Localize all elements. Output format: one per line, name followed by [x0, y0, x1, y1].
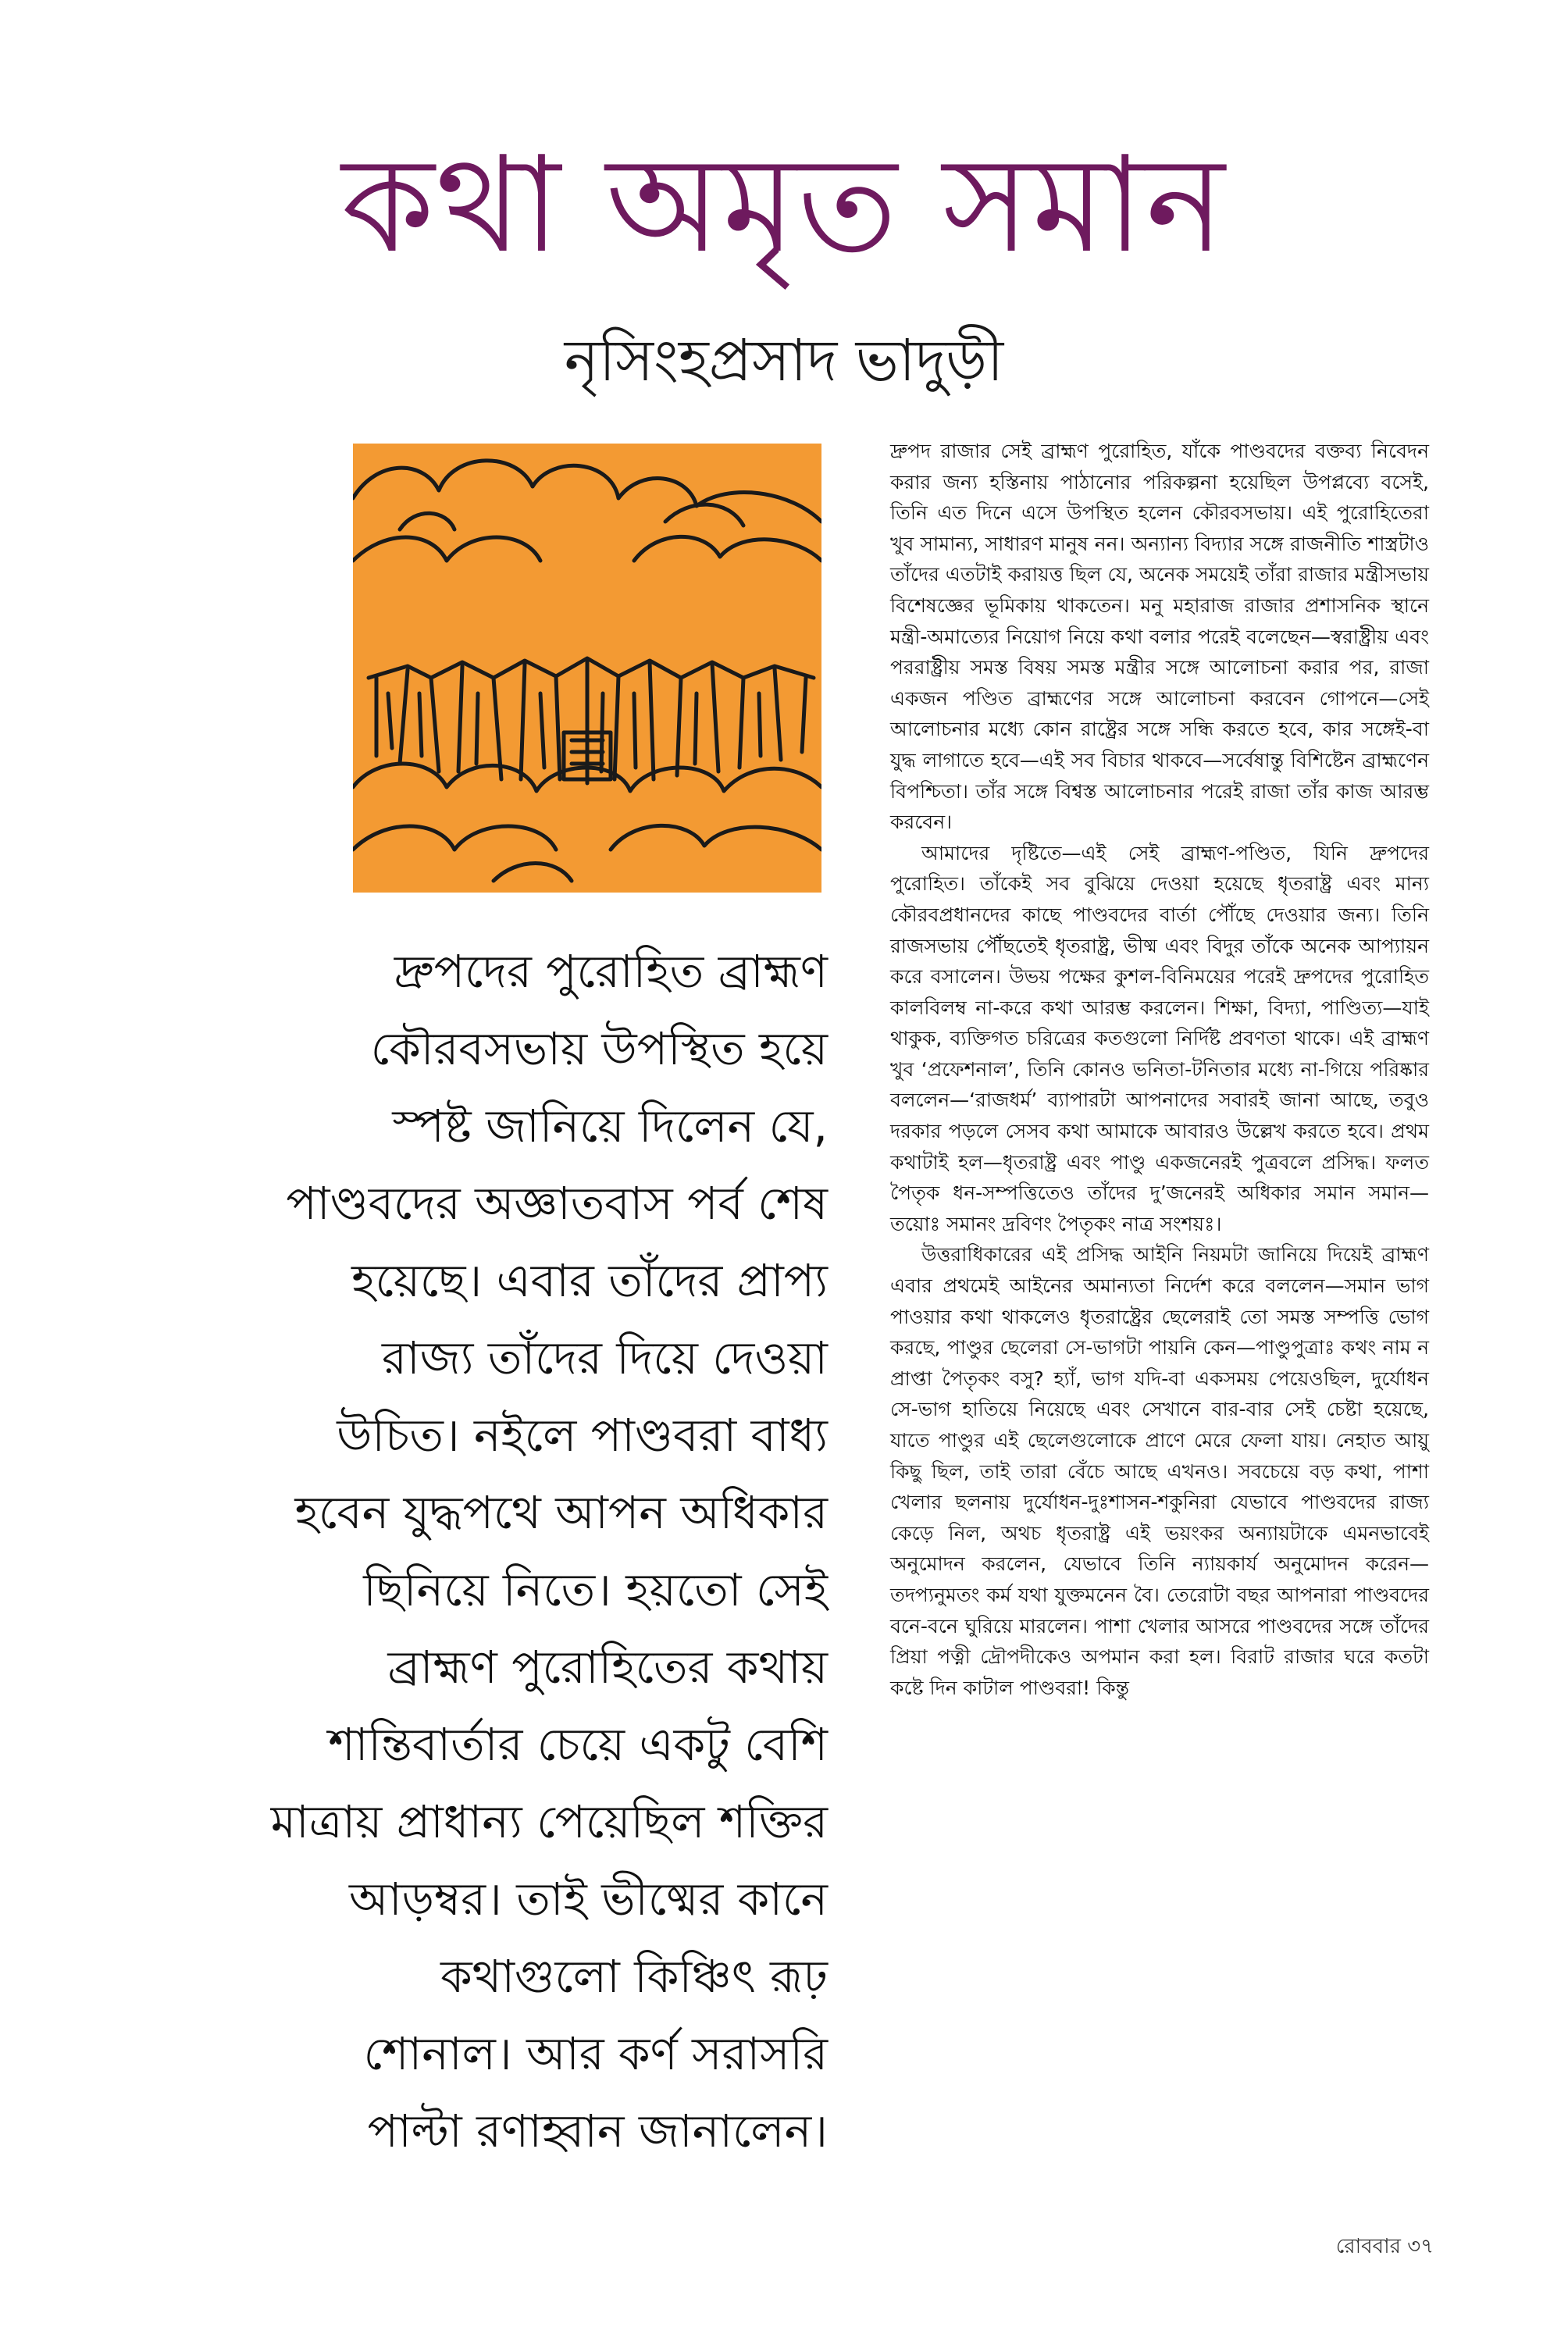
- article-title: কথা অমৃত সমান: [341, 128, 1227, 283]
- pull-quote: [141, 933, 828, 2170]
- pull-quote-line: কৌরবসভায় উপস্থিত হয়ে: [370, 1022, 828, 1075]
- pull-quote-line: হবেন যুদ্ধপথে আপন অধিকার: [294, 1486, 828, 1539]
- body-paragraph: দ্রুপদ রাজার সেই ব্রাহ্মণ পুরোহিত, যাঁকে পাণ্ডবদের বক্তব্য নিবেদন করার জন্য হস্তিনায় পাঠানোর পরিকল্পনা হয়েছিল উপপ্লব্যে বসেই, তিনি এত দিনে এসে উপস্থিত হলেন কৌরবসভায়। এই পুরোহিতেরা খুব সামান্য, সাধারণ মানুষ নন। অন্যান্য বিদ্যার সঙ্গে রাজনীতি শাস্ত্রটাও তাঁদের এতটাই করায়ত্ত ছিল যে, অনেক সময়েই তাঁরা রাজার মন্ত্রীসভায় বিশেষজ্ঞের ভূমিকায় থাকতেন। মনু মহারাজ রাজার প্রশাসনিক স্থানে মন্ত্রী-অমাত্যের নিয়োগ নিয়ে কথা বলার পরেই বলেছেন—স্বরাষ্ট্রীয় এবং পররাষ্ট্রীয় সমস্ত বিষয় সমস্ত মন্ত্রীর সঙ্গে আলোচনা করার পর, রাজা একজন পণ্ডিত ব্রাহ্মণের সঙ্গে আলোচনা করবেন গোপনে—সেই আলোচনার মধ্যে কোন রাষ্ট্রের সঙ্গে সন্ধি করতে হবে, কার সঙ্গেই-বা যুদ্ধ লাগাতে হবে—এই সব বিচার থাকবে—সর্বেষান্তু বিশিষ্টেন ব্রাহ্মণেন বিপশ্চিতা। তাঁর সঙ্গে বিশ্বস্ত আলোচনার পরেই রাজা তাঁর কাজ আরম্ভ করবেন।: [890, 440, 1429, 834]
- pull-quote-line: মাত্রায় প্রাধান্য পেয়েছিল শক্তির: [270, 1795, 828, 1848]
- pull-quote-line: স্পষ্ট জানিয়ে দিলেন যে,: [392, 1099, 828, 1153]
- pull-quote-line: ব্রাহ্মণ পুরোহিতের কথায়: [387, 1641, 828, 1694]
- author-name: নৃসিংহপ্রসাদ ভাদুড়ী: [564, 327, 1004, 394]
- pull-quote-line: কথাগুলো কিঞ্চিৎ রূঢ়: [440, 1950, 828, 2003]
- pull-quote-line: পাল্টা রণাহ্বান জানালেন।: [367, 2104, 828, 2158]
- pull-quote-line: আড়ম্বর। তাই ভীষ্মের কানে: [348, 1873, 828, 1926]
- article-body: [890, 436, 1429, 1703]
- body-paragraph: আমাদের দৃষ্টিতে—এই সেই ব্রাহ্মণ-পণ্ডিত, যিনি দ্রুপদের পুরোহিত। তাঁকেই সব বুঝিয়ে দেওয়া হয়েছে ধৃতরাষ্ট্র এবং মান্য কৌরবপ্রধানদের কাছে পাণ্ডবদের বার্তা পৌঁছে দেওয়ার জন্য। তিনি রাজসভায় পৌঁছতেই ধৃতরাষ্ট্র, ভীষ্ম এবং বিদুর তাঁকে অনেক আপ্যায়ন করে বসালেন। উভয় পক্ষের কুশল-বিনিময়ের পরেই দ্রুপদের পুরোহিত কালবিলম্ব না-করে কথা আরম্ভ করলেন। শিক্ষা, বিদ্যা, পাণ্ডিত্য—যাই থাকুক, ব্যক্তিগত চরিত্রের কতগুলো নির্দিষ্ট প্রবণতা থাকে। এই ব্রাহ্মণ খুব ‘প্রফেশনাল’, তিনি কোনও ভনিতা-টনিতার মধ্যে না-গিয়ে পরিষ্কার বললেন—‘রাজধর্ম’ ব্যাপারটা আপনাদের সবারই জানা আছে, তবুও দরকার পড়লে সেসব কথা আমাকে আবারও উল্লেখ করতে হবে। প্রথম কথাটাই হল—ধৃতরাষ্ট্র এবং পাণ্ডু একজনেরই পুত্রবলে প্রসিদ্ধ। ফলত পৈতৃক ধন-সম্পত্তিতেও তাঁদের দু’জনেরই অধিকার সমান সমান—তয়োঃ সমানং দ্রবিণং পৈতৃকং নাত্র সংশয়ঃ।: [890, 841, 1429, 1235]
- body-paragraph: উত্তরাধিকারের এই প্রসিদ্ধ আইনি নিয়মটা জানিয়ে দিয়েই ব্রাহ্মণ এবার প্রথমেই আইনের অমান্যতা নির্দেশ করে বললেন—সমান ভাগ পাওয়ার কথা থাকলেও ধৃতরাষ্ট্রের ছেলেরাই তো সমস্ত সম্পত্তি ভোগ করছে, পাণ্ডুর ছেলেরা সে-ভাগটা পায়নি কেন—পাণ্ডুপুত্রাঃ কথং নাম ন প্রাপ্তা পৈতৃকং বসু? হ্যাঁ, ভাগ যদি-বা একসময় পেয়েওছিল, দুর্যোধন সে-ভাগ হাতিয়ে নিয়েছে এবং সেখানে বার-বার সেই চেষ্টা হয়েছে, যাতে পাণ্ডুর এই ছেলেগুলোকে প্রাণে মেরে ফেলা যায়। নেহাত আয়ু কিছু ছিল, তাই তারা বেঁচে আছে এখনও। সবচেয়ে বড় কথা, পাশা খেলার ছলনায় দুর্যোধন-দুঃশাসন-শকুনিরা যেভাবে পাণ্ডবদের রাজ্য কেড়ে নিল, অথচ ধৃতরাষ্ট্র এই ভয়ংকর অন্যায়টাকে এমনভাবেই অনুমোদন করলেন, যেভাবে তিনি ন্যায়কার্য অনুমোদন করেন—তদপ্যনুমতং কর্ম যথা যুক্তমনেন বৈ। তেরোটা বছর আপনারা পাণ্ডবদের বনে-বনে ঘুরিয়ে মারলেন। পাশা খেলার আসরে পাণ্ডবদের সঙ্গে তাঁদের প্রিয়া পত্নী দ্রৌপদীকেও অপমান করা হল। বিরাট রাজার ঘরে কতটা কষ্টে দিন কাটাল পাণ্ডবরা! কিন্তু: [890, 1243, 1429, 1699]
- pull-quote-line: পাণ্ডবদের অজ্ঞাতবাস পর্ব শেষ: [286, 1177, 828, 1230]
- pull-quote-line: উচিত। নইলে পাণ্ডবরা বাধ্য: [337, 1409, 828, 1462]
- pull-quote-line: দ্রুপদের পুরোহিত ব্রাহ্মণ: [394, 945, 828, 998]
- pull-quote-line: হয়েছে। এবার তাঁদের প্রাপ্য: [351, 1254, 828, 1307]
- clouds-and-temple-illustration: [353, 444, 821, 893]
- pull-quote-line: রাজ্য তাঁদের দিয়ে দেওয়া: [382, 1331, 828, 1384]
- page-number: রোববার ৩৭: [1335, 2235, 1434, 2258]
- pull-quote-line: শোনাল। আর কর্ণ সরাসরি: [363, 2027, 828, 2080]
- pull-quote-line: শান্তিবার্তার চেয়ে একটু বেশি: [328, 1718, 828, 1771]
- pull-quote-line: ছিনিয়ে নিতে। হয়তো সেই: [363, 1563, 828, 1616]
- illustration-drawing: [353, 444, 821, 893]
